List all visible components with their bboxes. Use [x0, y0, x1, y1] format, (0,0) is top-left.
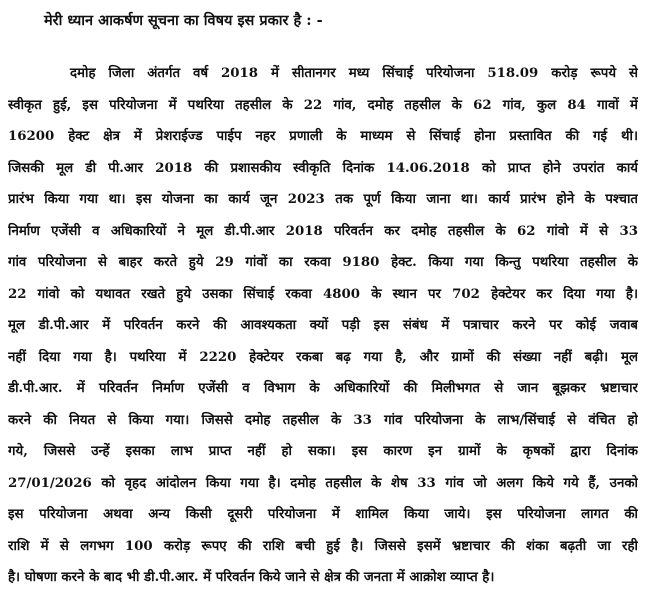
notice-body-paragraph — [8, 58, 638, 594]
paragraph-line: मूल डी.पी.आर में परिवर्तन करने की आवश्यकता क्यों पड़ी इस संबंध में पत्राचार करने पर कोई जवाब — [8, 318, 638, 333]
paragraph-line: इस परियोजना अथवा अन्य किसी दूसरी परियोजना में शामिल किया जाये। इस परियोजना लागत की — [8, 507, 638, 522]
paragraph-line: करने की नियत से किया गया। जिससे दमोह तहसील के 33 गांव परियोजना के लाभ/सिंचाई से वंचित हो — [8, 412, 638, 428]
paragraph-line: डी.पी.आर. में परिवर्तन निर्माण एजेंसी व विभाग के अधिकारियों की मिलीभगत से जान बूझकर भ्रष्टाचार — [8, 381, 638, 396]
paragraph-line: स्वीकृत हुई, इस परियोजना में पथरिया तहसील के 22 गांव, दमोह तहसील के 62 गांव, कुल 84 गावों में — [8, 97, 638, 113]
paragraph-line: राशि में से लगभग 100 करोड़ रूपए की राशि बची हुई है। जिससे इसमें भ्रष्टाचार की शंका बढ़ती जा रही — [8, 538, 638, 554]
paragraph-line: है। घोषणा करने के बाद भी डी.पी.आर. में परिवर्तन किये जाने से क्षेत्र की जनता में आक्रोश व्याप्त है। — [8, 570, 495, 585]
paragraph-line: 27/01/2026 को वृहद आंदोलन किया गया है। दमोह तहसील के शेष 33 गांव जो अलग किये गये हैं, उनको — [8, 475, 638, 491]
paragraph-line: गये, जिससे उन्हें इसका लाभ प्राप्त नहीं हो सका। इस कारण इन ग्रामों के कृषकों द्वारा दिनांक — [8, 444, 638, 459]
paragraph-line: प्रारंभ किया गया था। इस योजना का कार्य जून 2023 तक पूर्ण किया जाना था। कार्य प्रारंभ होने के पश्चात — [8, 192, 638, 207]
paragraph-line: निर्माण एजेंसी व अधिकारियों ने मूल डी.पी.आर 2018 परिवर्तन कर दमोह तहसील के 62 गांवो में से 33 — [8, 223, 638, 239]
paragraph-line: दमोह जिला अंतर्गत वर्ष 2018 में सीतानगर मध्य सिंचाई परियोजना 518.09 करोड़ रूपये से — [70, 66, 638, 81]
paragraph-line: जिसकी मूल डी पी.आर 2018 की प्रशासकीय स्वीकृति दिनांक 14.06.2018 को प्राप्त होने उपरांत कार्य — [8, 160, 638, 176]
paragraph-line: 16200 हेक्ट क्षेत्र में प्रेशराईज्ड पाईप नहर प्रणाली के माध्यम से सिंचाई होना प्रस्तावित की गई थी। — [8, 129, 638, 144]
notice-subject-heading: मेरी ध्यान आकर्षण सूचना का विषय इस प्रकार है : - — [44, 12, 323, 29]
paragraph-line: 22 गांवो को यथावत रखते हुये उसका सिंचाई रकवा 4800 के स्थान पर 702 हेक्टेयर कर दिया गया है। — [8, 286, 638, 302]
paragraph-line: नहीं दिया गया है। पथरिया में 2220 हेक्टेयर रकबा बढ़ गया है, और ग्रामों की संख्या नहीं बढ़ी। मूल — [8, 349, 638, 365]
paragraph-line: गांव परियोजना से बाहर करते हुये 29 गांवों का रकवा 9180 हेक्ट. किया गया किन्तु पथरिया तहसील के — [8, 255, 638, 270]
